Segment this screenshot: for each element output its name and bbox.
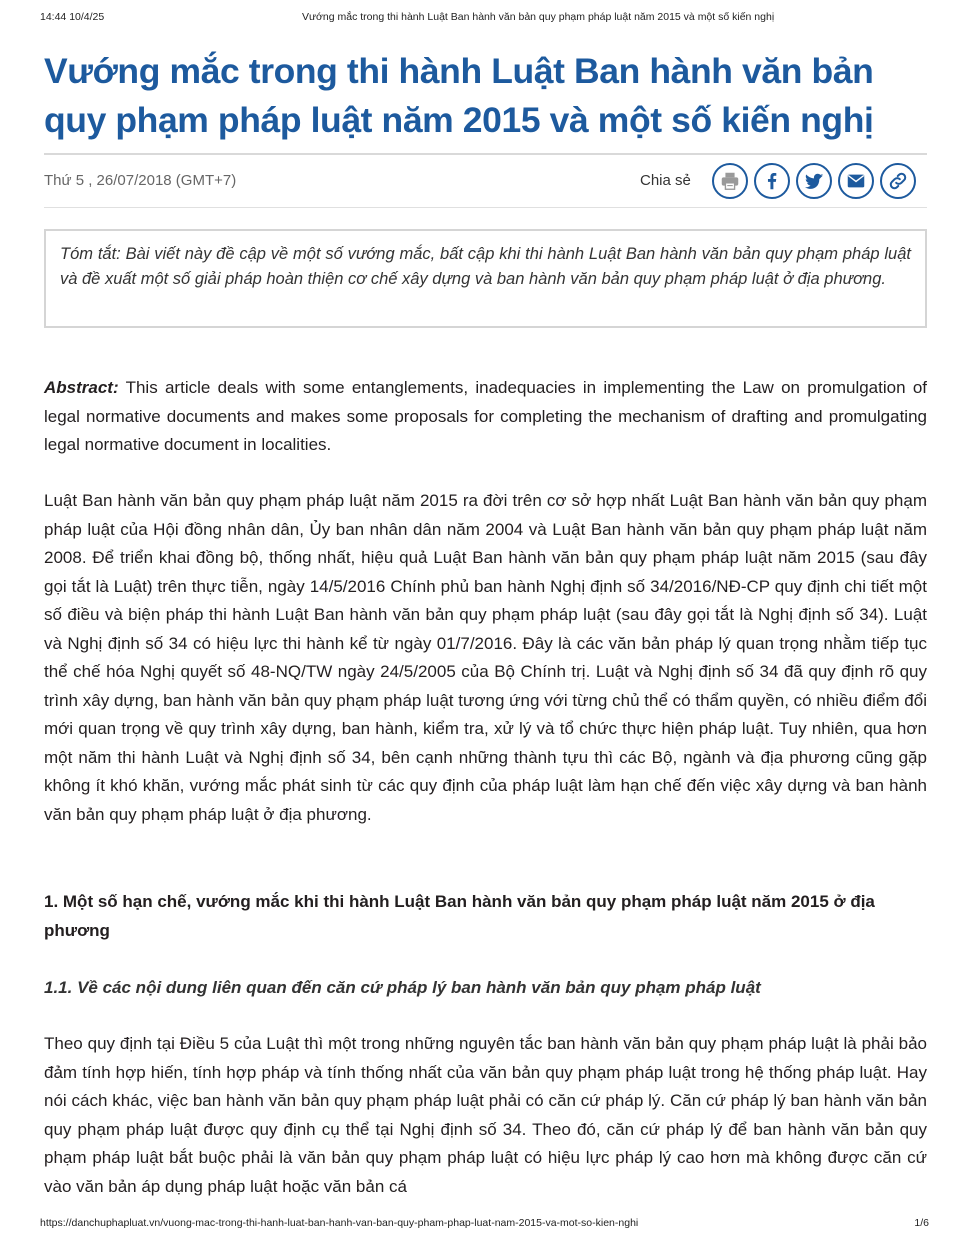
article-title: Vướng mắc trong thi hành Luật Ban hành văn bản quy phạm pháp luật năm 2015 và một số kiến nghị: [44, 51, 874, 140]
print-header: [40, 11, 929, 25]
section-1-heading: 1. Một số hạn chế, vướng mắc khi thi hành Luật Ban hành văn bản quy phạm pháp luật năm 2015 ở địa phương: [44, 892, 875, 940]
print-icon: [719, 170, 741, 192]
print-button[interactable]: [712, 163, 748, 199]
page-url[interactable]: https://danchuphapluat.vn/vuong-mac-trong-thi-hanh-luat-ban-hanh-van-ban-quy-pham-phap-luat-nam-2015-va-mot-so-kien-nghi: [40, 1217, 639, 1229]
email-share-button[interactable]: [838, 163, 874, 199]
section-1-1-heading: 1.1. Về các nội dung liên quan đến căn cứ pháp lý ban hành văn bản quy phạm pháp luật: [44, 978, 761, 997]
share-label: Chia sẻ: [640, 172, 691, 189]
print-datetime: 14:44 10/4/25: [40, 11, 105, 23]
abstract-text: This article deals with some entanglements, inadequacies in implementing the Law on promulgation of legal normative documents and makes some proposals for completing the mechanism of drafting and promulgating legal normative document in localities.: [44, 378, 927, 454]
facebook-icon: [761, 170, 783, 192]
article-date: Thứ 5 , 26/07/2018 (GMT+7): [44, 172, 237, 189]
title-divider: [44, 153, 927, 155]
intro-paragraph: Luật Ban hành văn bản quy phạm pháp luật năm 2015 ra đời trên cơ sở hợp nhất Luật Ban hành văn bản quy phạm pháp luật của Hội đồng nhân dân, Ủy ban nhân dân năm 2004 và Luật Ban hành văn bản quy phạm pháp luật năm 2008. Để triển khai đồng bộ, thống nhất, hiệu quả Luật Ban hành văn bản quy phạm pháp luật năm 2015 (sau đây gọi tắt là Luật) trên thực tiễn, ngày 14/5/2016 Chính phủ ban hành Nghị định số 34/2016/NĐ-CP quy định chi tiết một số điều và biện pháp thi hành Luật Ban hành văn bản quy phạm pháp luật (sau đây gọi tắt là Nghị định số 34). Luật và Nghị định số 34 có hiệu lực thi hành kể từ ngày 01/7/2016. Đây là các văn bản pháp lý quan trọng nhằm tiếp tục thể chế hóa Nghị quyết số 48-NQ/TW ngày 24/5/2005 của Bộ Chính trị. Luật và Nghị định số 34 đã quy định rõ quy trình xây dựng, ban hành văn bản quy phạm pháp luật tương ứng với từng chủ thể có thẩm quyền, có nhiều điểm đổi mới quan trọng về quy trình xây dựng, ban hành, kiểm tra, xử lý và tổ chức thực hiện pháp luật. Tuy nhiên, qua hơn một năm thi hành Luật và Nghị định số 34, bên cạnh những thành tựu thì các Bộ, ngành và địa phương cũng gặp không ít khó khăn, vướng mắc phát sinh từ các quy định của pháp luật làm hạn chế đến việc xây dựng và ban hành văn bản quy phạm pháp luật ở địa phương.: [44, 491, 927, 824]
print-page-title: Vướng mắc trong thi hành Luật Ban hành văn bản quy phạm pháp luật năm 2015 và một số kiến nghị: [302, 11, 775, 23]
summary-box: Tóm tắt: Bài viết này đề cập về một số vướng mắc, bất cập khi thi hành Luật Ban hành văn bản quy phạm pháp luật và đề xuất một số giải pháp hoàn thiện cơ chế xây dựng và ban hành văn bản quy phạm pháp luật ở địa phương.: [44, 229, 927, 328]
copy-link-button[interactable]: [880, 163, 916, 199]
link-icon: [887, 170, 909, 192]
page-number: 1/6: [914, 1217, 929, 1229]
twitter-icon: [803, 170, 825, 192]
abstract-label: Abstract:: [44, 378, 119, 397]
section-1-1-paragraph: Theo quy định tại Điều 5 của Luật thì một trong những nguyên tắc ban hành văn bản quy phạm pháp luật là phải bảo đảm tính hợp hiến, tính hợp pháp và tính thống nhất của văn bản quy phạm pháp luật trong hệ thống pháp luật. Hay nói cách khác, việc ban hành văn bản quy phạm pháp luật phải có căn cứ pháp lý. Căn cứ pháp lý ban hành văn bản quy phạm pháp luật được quy định cụ thể tại Nghị định số 34. Theo đó, căn cứ pháp lý để ban hành văn bản quy phạm pháp luật bắt buộc phải là văn bản quy phạm pháp luật có hiệu lực pháp lý cao hơn mà không được căn cứ vào văn bản áp dụng pháp luật hoặc văn bản cá: [44, 1034, 927, 1196]
meta-divider: [44, 207, 927, 208]
twitter-share-button[interactable]: [796, 163, 832, 199]
print-footer: [40, 1217, 929, 1231]
email-icon: [845, 170, 867, 192]
abstract-paragraph: [44, 374, 927, 460]
share-toolbar: [712, 163, 916, 199]
facebook-share-button[interactable]: [754, 163, 790, 199]
